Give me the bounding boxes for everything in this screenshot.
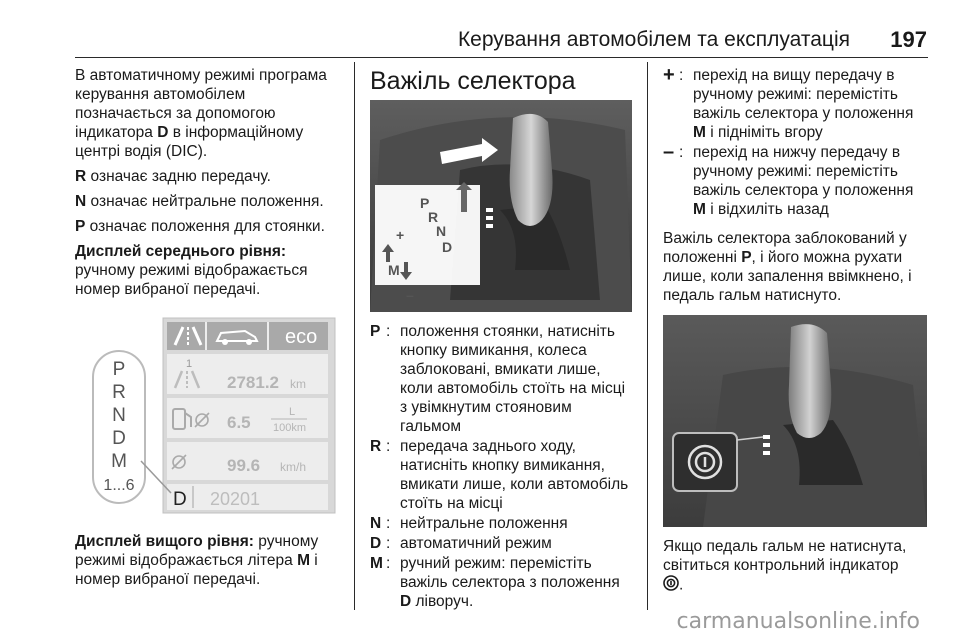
header-title: Керування автомобілем та експлуатація — [457, 28, 850, 51]
brake-warning-icon — [663, 575, 679, 596]
selector-letter: P — [420, 195, 430, 211]
display-figure — [75, 313, 340, 518]
fuel-value: 6.5 — [227, 413, 251, 432]
section-title: Важіль селектора — [370, 67, 576, 95]
brake-indicator-illustration — [663, 315, 927, 527]
gear-letter: 1...6 — [103, 477, 135, 494]
selector-positions-list — [370, 322, 632, 611]
display-illustration — [75, 313, 340, 518]
gear-letter: M — [111, 451, 127, 472]
gear-letter: R — [112, 382, 126, 403]
line-r: R означає задню передачу. — [75, 168, 271, 185]
column-divider-1 — [354, 62, 355, 610]
selector-plus: + — [396, 227, 405, 243]
eco-label: eco — [285, 326, 318, 348]
header-rule — [75, 57, 928, 58]
selector-letter: D — [442, 239, 453, 255]
def-r: R : передача заднього ходу, натисніть кнопку вимикання, вмикати лише, коли автомобіль стоїть на місці — [370, 438, 629, 512]
fuel-unit-bottom: 100km — [273, 422, 307, 434]
speed-value: 99.6 — [227, 456, 261, 475]
selector-letter: N — [436, 223, 447, 239]
trip-index: 1 — [186, 358, 193, 370]
locked-paragraph: Важіль селектора заблокований у положенні P, і його можна рухати лише, коли запалення ввімкнено, і педаль гальм натиснуто. — [663, 230, 912, 304]
fuel-unit-top: L — [289, 406, 296, 418]
selector-illustration — [370, 100, 632, 312]
odometer-value: 2781.2 — [227, 373, 279, 392]
column-divider-2 — [647, 62, 648, 610]
speed-unit: km/h — [280, 460, 307, 474]
intro-paragraph: В автоматичному режимі програма керування автомобілем позначається за допомогою індикатора D в інформаційному центрі водія (DIC). — [75, 67, 327, 160]
gear-shown: D — [173, 489, 187, 510]
def-d: D : автоматичний режим — [370, 535, 552, 552]
brake-note-paragraph: Якщо педаль гальм не натиснута, світиться контрольний індикатор . — [663, 537, 930, 596]
mid-display-heading: Дисплей середнього рівня: — [75, 243, 287, 260]
gear-letter: N — [112, 405, 126, 426]
def-plus: + : перехід на вищу передачу в ручному режимі: перемістіть важіль селектора у положення M і підніміть вгору — [663, 64, 914, 141]
watermark: carmanualsonline.info — [676, 609, 920, 634]
column-1 — [75, 66, 345, 595]
selector-figure — [370, 100, 632, 312]
selector-letter: R — [428, 209, 439, 225]
upper-display-paragraph: Дисплей вищого рівня: ручному режимі відображається літера M і номер вибраної передачі. — [75, 533, 319, 588]
mid-display-paragraph: Дисплей середнього рівня: ручному режимі відображається номер вибраної передачі. — [75, 243, 308, 298]
trip-value: 20201 — [210, 489, 261, 509]
def-m: M : ручний режим: перемістіть важіль селектора з положення D ліворуч. — [370, 555, 620, 610]
def-p: P : положення стоянки, натисніть кнопку вимикання, колеса заблоковані, вмикати лише, коли автомобіль стоїть на місці з увімкнутим стояновим гальмом — [370, 323, 626, 435]
manual-shift-list — [663, 66, 930, 219]
def-n: N : нейтральне положення — [370, 515, 568, 532]
column-2 — [370, 66, 632, 617]
selector-minus: – — [406, 287, 414, 303]
page-header — [0, 0, 960, 60]
odometer-unit: km — [290, 377, 306, 391]
line-p: P означає положення для стоянки. — [75, 218, 325, 235]
gear-letter: D — [112, 428, 126, 449]
gear-letter: P — [112, 359, 126, 380]
column-3 — [663, 66, 930, 602]
selector-letter: M — [388, 262, 400, 278]
brake-indicator-figure — [663, 315, 927, 527]
page-number: 197 — [890, 27, 927, 52]
line-n: N означає нейтральне положення. — [75, 193, 324, 210]
upper-display-heading: Дисплей вищого рівня: — [75, 533, 254, 550]
def-minus: – : перехід на нижчу передачу в ручному режимі: перемістіть важіль селектора у положення M і відхиліть назад — [663, 141, 914, 218]
